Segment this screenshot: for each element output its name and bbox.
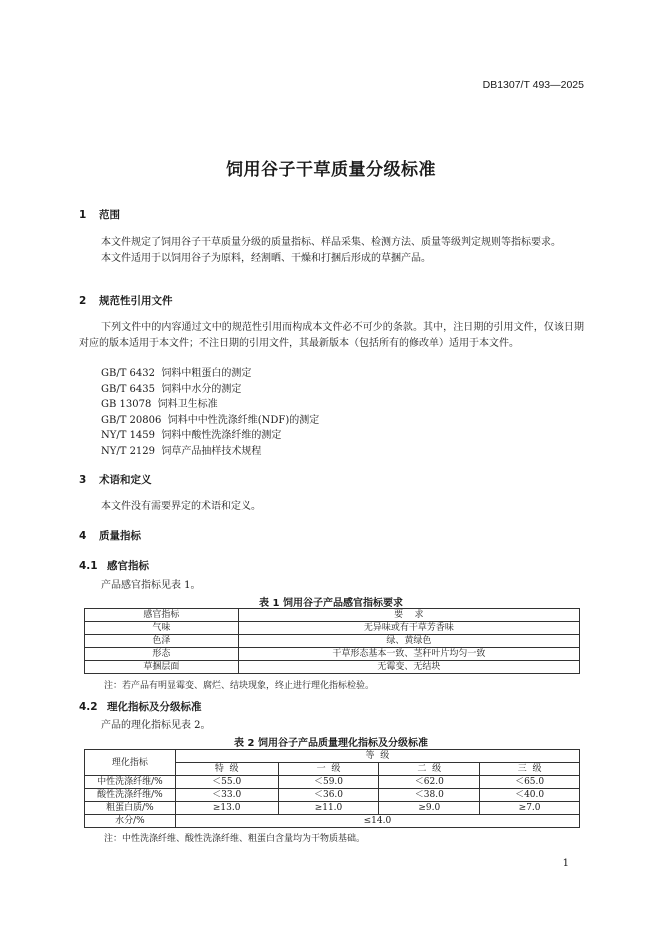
- section-2-intro: [79, 320, 584, 351]
- section-1-heading: [79, 207, 120, 222]
- table-cell: 粗蛋白质/%: [85, 802, 176, 815]
- table-cell: ＜65.0: [480, 776, 580, 789]
- table-row: [85, 648, 580, 661]
- table-row: [85, 661, 580, 674]
- table-header-cell: 等 级: [175, 750, 579, 763]
- table-cell: ＜55.0: [175, 776, 278, 789]
- table-header-row: [85, 750, 580, 763]
- table-cell: ≤14.0: [175, 815, 579, 828]
- section-1-body: [79, 235, 584, 266]
- reference-item: NY/T 1459 饲料中酸性洗涤纤维的测定: [101, 430, 282, 441]
- paragraph: 本文件没有需要界定的术语和定义。: [101, 501, 261, 512]
- table-cell: ＜40.0: [480, 789, 580, 802]
- table-1-caption: 表 1 饲用谷子产品感官指标要求: [259, 598, 403, 609]
- table-1-note: 注：若产品有明显霉变、腐烂、结块现象，终止进行理化指标检验。: [104, 681, 375, 691]
- section-3-heading: [79, 472, 152, 487]
- table-header-cell: 三 级: [480, 763, 580, 776]
- table-cell: ＜36.0: [278, 789, 379, 802]
- table-cell: ＜59.0: [278, 776, 379, 789]
- page-number: 1: [562, 858, 569, 869]
- table-header-cell: 特 级: [175, 763, 278, 776]
- paragraph: 产品的理化指标见表 2。: [101, 720, 211, 731]
- section-title: 术语和定义: [99, 474, 152, 486]
- table-cell: 中性洗涤纤维/%: [85, 776, 176, 789]
- table-row: [85, 635, 580, 648]
- reference-item: GB/T 6435 饲料中水分的测定: [101, 383, 242, 395]
- section-number: 4.2: [79, 701, 98, 713]
- table-cell: 酸性洗涤纤维/%: [85, 789, 176, 802]
- table-header-cell: 感官指标: [85, 609, 239, 622]
- table-cell: ≥13.0: [175, 802, 278, 815]
- section-4-heading: [79, 528, 141, 543]
- section-number: 1: [79, 209, 87, 221]
- section-number: 4.1: [79, 560, 98, 572]
- paragraph: 本文件适用于以饲用谷子为原料，经割晒、干燥和打捆后形成的草捆产品。: [101, 252, 431, 264]
- section-2-heading: [79, 293, 173, 308]
- section-number: 3: [79, 474, 87, 486]
- table-cell: ＜33.0: [175, 789, 278, 802]
- table-1: [84, 608, 580, 674]
- table-2: [84, 749, 580, 828]
- table-2-note: 注：中性洗涤纤维、酸性洗涤纤维、粗蛋白含量均为干物质基础。: [104, 834, 366, 844]
- table-cell: 无霉变、无结块: [238, 661, 579, 674]
- reference-list: [101, 366, 319, 459]
- table-2-caption: 表 2 饲用谷子产品质量理化指标及分级标准: [234, 738, 428, 749]
- reference-item: GB 13078 饲料卫生标准: [101, 399, 218, 410]
- table-cell: ＜38.0: [379, 789, 480, 802]
- section-title: 感官指标: [107, 560, 149, 572]
- reference-item: GB/T 6432 饲料中粗蛋白的测定: [101, 368, 252, 379]
- reference-item: NY/T 2129 饲草产品抽样技术规程: [101, 445, 262, 457]
- section-4-1-heading: [79, 558, 149, 573]
- table-cell: 水分/%: [85, 815, 176, 828]
- table-row: [85, 815, 580, 828]
- table-cell: ≥9.0: [379, 802, 480, 815]
- table-cell: 绿、黄绿色: [238, 635, 579, 648]
- table-row: [85, 802, 580, 815]
- document-code: DB1307/T 493—2025: [482, 79, 584, 91]
- table-cell: 草捆层面: [85, 661, 239, 674]
- reference-item: GB/T 20806 饲料中中性洗涤纤维(NDF)的测定: [101, 414, 320, 426]
- table-header-cell: 理化指标: [85, 750, 176, 776]
- table-row: [85, 789, 580, 802]
- section-number: 4: [79, 530, 87, 542]
- table-header-cell: 二 级: [379, 763, 480, 776]
- section-4-1-body: [79, 578, 584, 594]
- table-row: [85, 776, 580, 789]
- table-cell: 干草形态基本一致、茎秆叶片均匀一致: [238, 648, 579, 661]
- section-title: 规范性引用文件: [99, 295, 173, 307]
- paragraph: 本文件规定了饲用谷子干草质量分级的质量指标、样品采集、检测方法、质量等级判定规则等指标要求。: [101, 237, 561, 248]
- section-3-body: [79, 499, 584, 515]
- section-number: 2: [79, 295, 87, 307]
- paragraph: 下列文件中的内容通过文中的规范性引用而构成本文件必不可少的条款。其中，注日期的引用文件，仅该日期对应的版本适用于本文件；不注日期的引用文件，其最新版本（包括所有的修改单）适用于本文件。: [79, 322, 584, 349]
- section-title: 质量指标: [99, 530, 141, 542]
- table-header-cell: 一 级: [278, 763, 379, 776]
- section-title: 范围: [99, 209, 120, 221]
- table-row: [85, 622, 580, 635]
- table-cell: 无异味或有干草芳香味: [238, 622, 579, 635]
- table-header-row: [85, 609, 580, 622]
- section-4-2-heading: [79, 699, 202, 714]
- section-title: 理化指标及分级标准: [107, 701, 202, 713]
- paragraph: 产品感官指标见表 1。: [101, 580, 201, 591]
- table-header-cell: 要 求: [238, 609, 579, 622]
- table-cell: 形态: [85, 648, 239, 661]
- table-cell: ≥11.0: [278, 802, 379, 815]
- table-cell: 色泽: [85, 635, 239, 648]
- table-cell: 气味: [85, 622, 239, 635]
- section-4-2-body: [79, 718, 584, 734]
- table-cell: ≥7.0: [480, 802, 580, 815]
- table-cell: ＜62.0: [379, 776, 480, 789]
- page-title: 饲用谷子干草质量分级标准: [226, 160, 436, 180]
